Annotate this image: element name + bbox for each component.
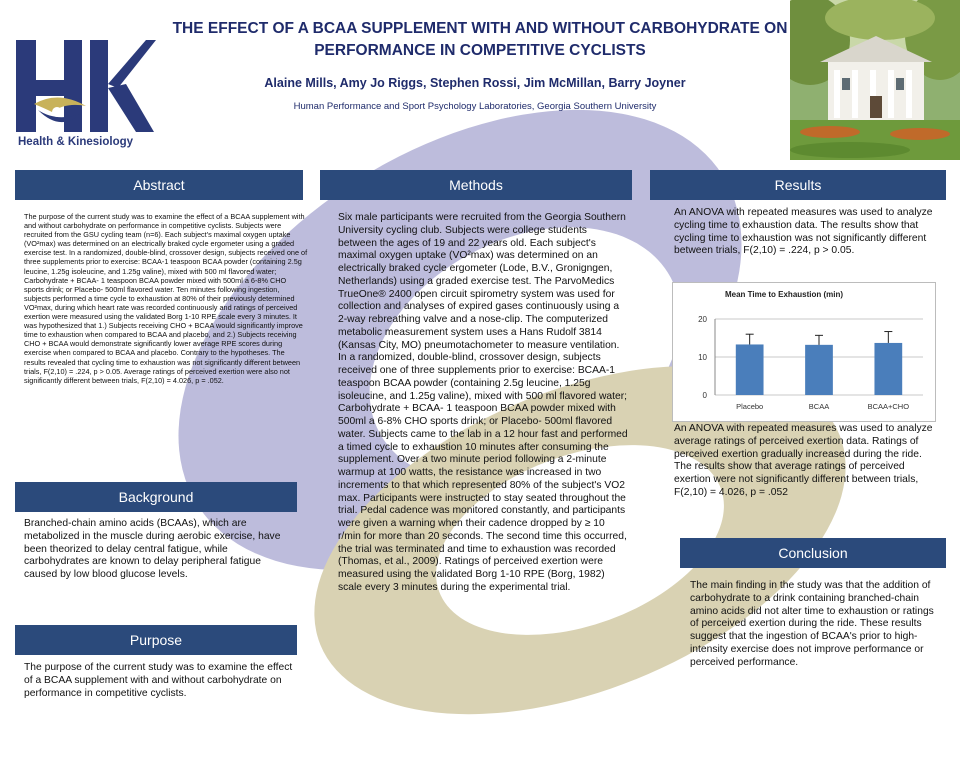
y-tick-label: 20 [698, 315, 707, 324]
background-body: Branched-chain amino acids (BCAAs), which are metabolized in the muscle during aerobic exercise, have been theorized to delay central fatigue, while carbohydrates are known to delay peripheral fatigue caused by low blood glucose levels. [24, 518, 281, 581]
purpose-body: The purpose of the current study was to examine the effect of a BCAA supplement with and without carbohydrate on performance in competitive cyclists. [24, 662, 293, 699]
x-tick-label: BCAA [808, 402, 830, 411]
y-tick-label: 10 [698, 353, 707, 362]
time-to-exhaustion-chart [672, 282, 936, 422]
hk-logo [8, 32, 158, 157]
bar-bcaa [805, 345, 833, 395]
chart-svg [673, 283, 935, 421]
bar-placebo [736, 344, 764, 395]
x-tick-label: Placebo [736, 402, 764, 411]
background-header: Background [15, 482, 297, 512]
chart-title: Mean Time to Exhaustion (min) [724, 290, 844, 299]
campus-building-photo [790, 0, 960, 160]
bar-bcaa-cho [874, 343, 902, 395]
results-paragraph-1: An ANOVA with repeated measures was used to analyze cycling time to exhaustion data. The results show that cycling time to exhaustion was not significantly different between trials, F(2,10) = .224, p > 0.05. [674, 207, 933, 257]
purpose-header: Purpose [15, 625, 297, 655]
x-tick-label: BCAA+CHO [867, 402, 910, 411]
abstract-body: The purpose of the current study was to examine the effect of a BCAA supplement with and without carbohydrate on performance in competitive cyclists. Subjects were recruited from the GSU cycling team (n=6). Each subject's maximal oxygen uptake (VO²max) was determined on an electrically braked cycle ergometer using a graded exercise test. In a randomized, double-blind, crossover design, subjects received one of three supplements prior to exercise: BCAA-1 teaspoon BCAA powder (containing 2.5g leucine, 1.25g isoleucine, and 1.25g valine), mixed with 500 ml flavored water; Carbohydrate + BCAA- 1 teaspoon BCAA powder mixed with 500ml a 6-8% CHO sports drink; or Placebo- 500ml flavored water. Ten minutes following ingestion, subjects performed a time cycle to exhaustion at 80% of their previously determined VO²max, during which heart rate was recorded continuously and ratings of perceived exertion were measured using the validated Borg 1-10 RPE scale every 3 minutes. It was hypothesized that 1.) Subjects receiving CHO + BCAA would significantly improve time to exhaustion when compared to BCAA and placebo, and 2.) Subjects receiving CHO + BCAA would demonstrate significantly lower average RPE scores during exercise when compared to BCAA and placebo. Contrary to the hypotheses. The results revealed that cycling time to exhaustion was not significantly different between trials, F(2,10) = .224, p > 0.05. Average ratings of perceived exertion were also not significantly different between trials, F(2,10) = 4.026, p = .052. [24, 212, 308, 385]
results-header: Results [650, 170, 946, 200]
methods-header: Methods [320, 170, 632, 200]
campus-photo-graphic [790, 0, 960, 160]
conclusion-body: The main finding in the study was that the addition of carbohydrate to a drink containing branched-chain amino acids did not alter time to exhaustion or ratings of perceived exertion during the ride. These results suggest that the ingestion of BCAA's prior to high-intensity exercise does not improve performance or perceived performance. [690, 580, 934, 668]
poster-title [160, 18, 800, 62]
title-line-2: PERFORMANCE IN COMPETITIVE CYCLISTS [314, 42, 646, 59]
affiliation: Human Performance and Sport Psychology Laboratories, Georgia Southern University [293, 101, 657, 112]
logo-caption: Health & Kinesiology [18, 136, 134, 148]
title-line-1: THE EFFECT OF A BCAA SUPPLEMENT WITH AND WITHOUT CARBOHYDRATE ON [172, 20, 788, 37]
methods-body: Six male participants were recruited from the Georgia Southern University cycling club. Subjects were college students between the ages of 19 and 22 years old. Each subject's maximal oxygen uptake (VO²max) was determined on an electrically braked cycle ergometer (Lode, B.V., Gronigngen, Netherlands) using a graded exercise test. The ParvoMedics TrueOne® 2400 open circuit spirometry system was used for collection and analyses of expired gases continuously using a 2-way rebreathing valve and a nose-clip. The computerized metabolic measurement system uses a Hans Rudolf 3814 (Kansas City, MO) pneumotachometer to measure ventilation. In a randomized, double-blind, crossover design, subjects received one of three supplements prior to exercise: BCAA-1 teaspoon BCAA powder (containing 2.5g leucine, 1.25g isoleucine, and 1.25g valine), mixed with 500 ml flavored water; Carbohydrate + BCAA- 1 teaspoon BCAA powder mixed with 500ml a 6-8% CHO sports drink; or Placebo- 500ml flavored water. Subjects came to the lab in a 12 hour fast and performed a timed cycle to exhaustion 10 minutes after consuming the supplement. Over a two minute period following a 2-minute warmup at 100 watts, the resistance was increased in two increments to that which represented 80% of the subject's VO2 max. Participants were instructed to stay seated throughout the trial. Pedal cadence was monitored constantly, and participants were given a warning when their cadence dropped by ≥ 10 r/min for more than 20 seconds. The second time this occurred, the trial was terminated and time to exhaustion was recorded (Thomas, et al., 2009). Ratings of perceived exertion were measured using the validated Borg 1-10 RPE (Borg, 1982) scale every 3 minutes during the experimental trial. [338, 212, 628, 593]
authors: Alaine Mills, Amy Jo Riggs, Stephen Rossi, Jim McMillan, Barry Joyner [264, 76, 686, 90]
conclusion-header: Conclusion [680, 538, 946, 568]
results-paragraph-2: An ANOVA with repeated measures was used to analyze average ratings of perceived exertion data. Ratings of perceived exertion gradually increased during the ride. The results show that average ratings of perceived exertion were not significantly different between trials, F(2,10) = 4.026, p = .052 [674, 423, 933, 498]
abstract-header: Abstract [15, 170, 303, 200]
y-tick-label: 0 [702, 391, 707, 400]
